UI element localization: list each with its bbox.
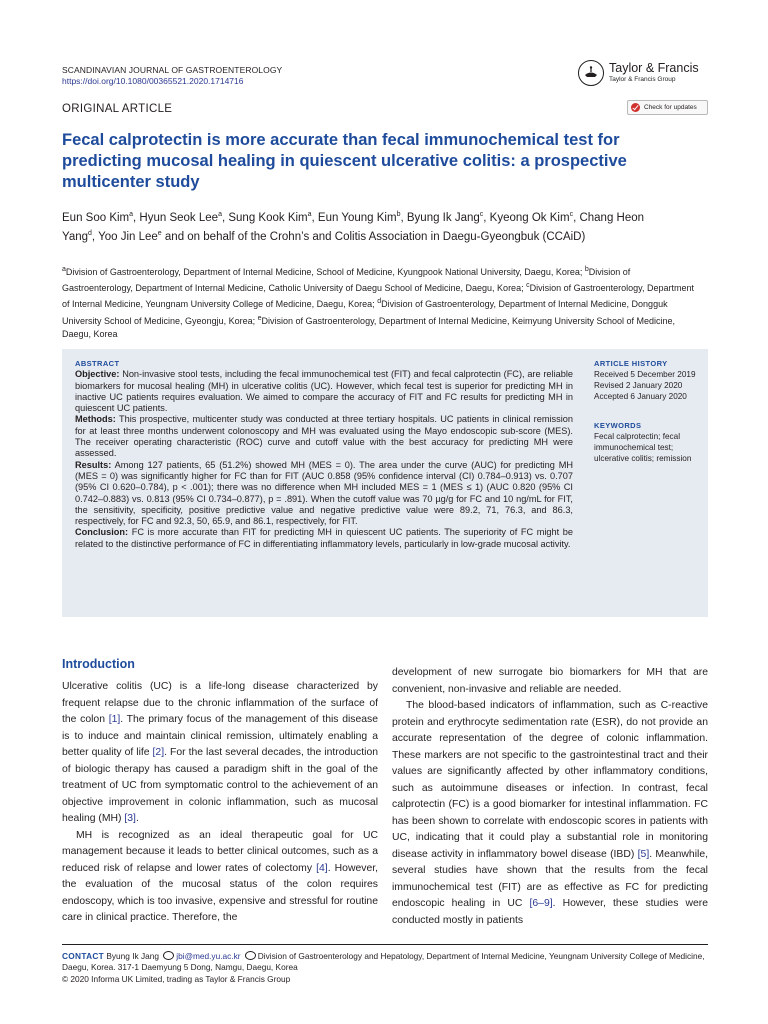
revised-date: Revised 2 January 2020 [594, 381, 683, 390]
author-name[interactable]: Sung Kook Kim [228, 211, 308, 224]
footnote-divider [62, 944, 708, 945]
citation-link[interactable]: [5] [637, 848, 650, 860]
affil-mark: d [377, 298, 382, 306]
article-history-heading: ARTICLE HISTORY [594, 359, 668, 368]
abstract-box [62, 349, 708, 617]
author-affil-mark: a [218, 211, 222, 218]
author-list: Eun Soo Kim$^a$, Hyun Seok Lee$^a$, Sung Kook Kim$^a$, Eun Young Kim$^b$, Byung Ik Jang$^c$, Kyeong Ok Kim$^c$, Chang Heon Yang$^d$, Yoo Jin Lee$^e$ and on behalf of the Crohn’s and Colitis Association in Daegu-Gyeongbuk (CCAiD) [62, 211, 645, 244]
check-updates-icon [631, 103, 640, 112]
section-heading-introduction: Introduction [62, 657, 135, 671]
keywords-text: Fecal calprotectin; fecal immunochemical test; ulcerative colitis; remission [594, 432, 692, 463]
address-icon [245, 951, 256, 960]
contact-email-link[interactable]: jbi@med.yu.ac.kr [176, 951, 241, 961]
methods-label: Methods: [75, 414, 116, 425]
author-affil-mark: c [479, 211, 484, 218]
abstract-sidebar [594, 358, 704, 464]
affil-text: Division of Gastroenterology, Department of Internal Medicine, Keimyung University School of Medicine, Daegu, Korea [62, 315, 676, 339]
author-name[interactable]: Kyeong Ok Kim [489, 211, 570, 224]
conclusion-label: Conclusion: [75, 527, 129, 538]
citation-link[interactable]: [1] [108, 714, 121, 725]
author-affil-mark: c [569, 211, 574, 218]
affiliations [62, 263, 702, 341]
article-type: ORIGINAL ARTICLE [62, 103, 173, 115]
publisher-lamp-icon [578, 60, 604, 86]
author-affil-mark: d [88, 230, 92, 238]
intro-paragraph-1: Ulcerative colitis (UC) is a life-long disease characterized by frequent relapse due to the chronic inflammation of the surface of the colon [1]. The primary focus of the management of this disease is to induce and maintain clinical remission, ultimately enabling a better quality of life [2]. For the last several decades, the introduction of biologic therapy has caused a paradigm shift in the goal of the treatment of UC from symptomatic control to the achievement of an objective improvement in colonic inflammation, such as mucosal healing (MH) [3]. [62, 681, 379, 824]
accepted-date: Accepted 6 January 2020 [594, 392, 687, 401]
affil-mark: a [62, 266, 66, 273]
abstract-body [75, 358, 573, 550]
publisher-logo[interactable] [578, 56, 708, 90]
received-date: Received 5 December 2019 [594, 370, 696, 379]
author-affil-mark: b [396, 211, 401, 218]
citation-link[interactable]: [2] [152, 747, 165, 758]
publisher-group: Taylor & Francis Group [609, 76, 676, 83]
intro-paragraph-2-cont: development of new surrogate bio biomarkers for MH that are convenient, non-invasive and reliable are needed. [392, 667, 708, 695]
author-name[interactable]: Eun Young Kim [317, 211, 397, 224]
keywords-heading: KEYWORDS [594, 421, 642, 430]
article-title: Fecal calprotectin is more accurate than fecal immunochemical test for predicting mucosal healing in quiescent ulcerative colitis: a prospective multicenter study [62, 131, 627, 191]
copyright: © 2020 Informa UK Limited, trading as Taylor & Francis Group [62, 973, 291, 984]
publisher-name: Taylor & Francis [609, 61, 699, 75]
contact-address: Division of Gastroenterology and Hepatology, Department of Internal Medicine, Yeungnam University College of Medicine, Daegu, Korea. 317-1 Daemyung 5 Dong, Namgu, Daegu, Korea [62, 951, 705, 973]
affil-text: Division of Gastroenterology, Department of Internal Medicine, Yeungnam University College of Medicine, Daegu, Korea; [62, 283, 694, 310]
footnote [62, 951, 708, 985]
email-icon [163, 951, 174, 960]
results-text: Among 127 patients, 65 (51.2%) showed MH (MES = 0). The area under the curve (AUC) for predicting MH (MES = 0) was significantly higher for FC than for FIT (AUC 0.858 (95% confidence interval (CI) 0.784–0.913) vs. 0.707 (95% CI 0.620–0.784), p < .001); there was no difference when MH included MES = 1 (MES ≤ 1) (AUC 0.820 (95% CI 0.742–0.883) vs. 0.813 (95% CI 0.734–0.877), p = .891). When the cutoff value was 70 µg/g for FC and 10 ng/mL for FIT, the sensitivity, specificity, positive predictive value and negative predictive value were 89.2, 71, 76.3, and 86.3, respectively, for FC and 92.3, 50, 65.9, and 86.1, respectively, for FIT. [75, 459, 573, 527]
author-name[interactable]: Hyun Seok Lee [139, 211, 219, 224]
author-affil-mark: a [129, 211, 134, 218]
results-label: Results: [75, 459, 112, 470]
authors-consortium: and on behalf of the Crohn’s and Colitis Association in Daegu-Gyeongbuk (CCAiD) [164, 231, 586, 244]
author-name[interactable]: Chang Heon Yang [62, 211, 645, 244]
check-for-updates-button[interactable] [627, 100, 708, 115]
check-updates-label: Check for updates [644, 104, 697, 111]
doi-link[interactable]: https://doi.org/10.1080/00365521.2020.1714716 [62, 76, 244, 86]
affil-text: Division of Gastroenterology, Department of Internal Medicine, Catholic University of Daegu School of Medicine, Daegu, Korea; [62, 267, 631, 294]
conclusion-text: FC is more accurate than FIT for predicting MH in quiescent UC patients. The superiority of FC might be related to the distinctive performance of FC in differentiating inflammatory levels, particularly in low-grade mucosal activity. [75, 527, 573, 549]
body-column-right [392, 665, 708, 929]
methods-text: This prospective, multicenter study was conducted at three tertiary hospitals. UC patients in clinical remission for at least three months underwent colonoscopy and MH was evaluated using the Mayo endoscopic sub-score (MES). The receiver operating characteristic (ROC) curve and cutoff value with the best accuracy for predicting MH were assessed. [75, 414, 573, 459]
author-affil-mark: e [157, 230, 162, 238]
citation-link[interactable]: [3] [124, 813, 136, 824]
affil-text: Division of Gastroenterology, Department of Internal Medicine, School of Medicine, Kyungpook National University, Daegu, Korea; [65, 267, 585, 277]
objective-text: Non-invasive stool tests, including the fecal immunochemical test (FIT) and fecal calprotectin (FC), are reliable biomarkers for mucosal healing (MH) in ulcerative colitis (UC). However, which fecal test is superior for predicting MH in inactive UC patients requires evaluation. We aimed to compare the accuracy of FIT and FC results for predicting MH in quiescent UC patients. [75, 369, 573, 414]
contact-name: Byung Ik Jang [106, 951, 159, 961]
objective-label: Objective: [75, 369, 120, 380]
affil-text: Division of Gastroenterology, Department of Internal Medicine, Dongguk University School of Medicine, Gyeongju, Korea; [62, 299, 668, 326]
body-column-left [62, 656, 378, 927]
affil-mark: b [584, 266, 589, 273]
author-affil-mark: a [307, 211, 312, 218]
contact-label: CONTACT [62, 951, 105, 961]
author-name[interactable]: Yoo Jin Lee [98, 231, 158, 244]
citation-link[interactable]: [6–9] [529, 898, 553, 909]
citation-link[interactable]: [4] [316, 862, 328, 874]
abstract-heading: ABSTRACT [75, 359, 120, 368]
intro-paragraph-3: The blood-based indicators of inflammation, such as C-reactive protein and erythrocyte sedimentation rate (ESR), do not provide an accurate representation of the degree of colonic inflammation. These markers are not specific to the gastrointestinal tract and their values are significantly affected by other inflammatory conditions, such as autoimmune diseases or infection. In contrast, fecal calprotectin (FC) is a good biomarker for intestinal inflammation. FC has been shown to correlate with endoscopic scores in patients with UC, indicating that it could play a substantial role in monitoring disease activity in inflammatory bowel disease (IBD) [5]. Meanwhile, several studies have shown that the results from the fecal immunochemical test (FIT) are as effective as FC for predicting endoscopic healing in UC [6–9]. However, these studies were conducted mostly in patients [392, 700, 708, 926]
affil-mark: c [526, 282, 530, 290]
author-name[interactable]: Byung Ik Jang [406, 211, 480, 224]
journal-name: SCANDINAVIAN JOURNAL OF GASTROENTEROLOGY [62, 65, 283, 75]
intro-paragraph-2: MH is recognized as an ideal therapeutic goal for UC management because it leads to better clinical outcomes, such as a reduced risk of relapse and lower rates of colectomy [4]. However, the evaluation of the mucosal status of the colon requires endoscopy, which is too invasive, expensive and stressful for routine care in clinical practice. Therefore, the [62, 829, 378, 923]
affil-mark: e [257, 314, 262, 322]
author-name[interactable]: Eun Soo Kim [62, 211, 130, 224]
